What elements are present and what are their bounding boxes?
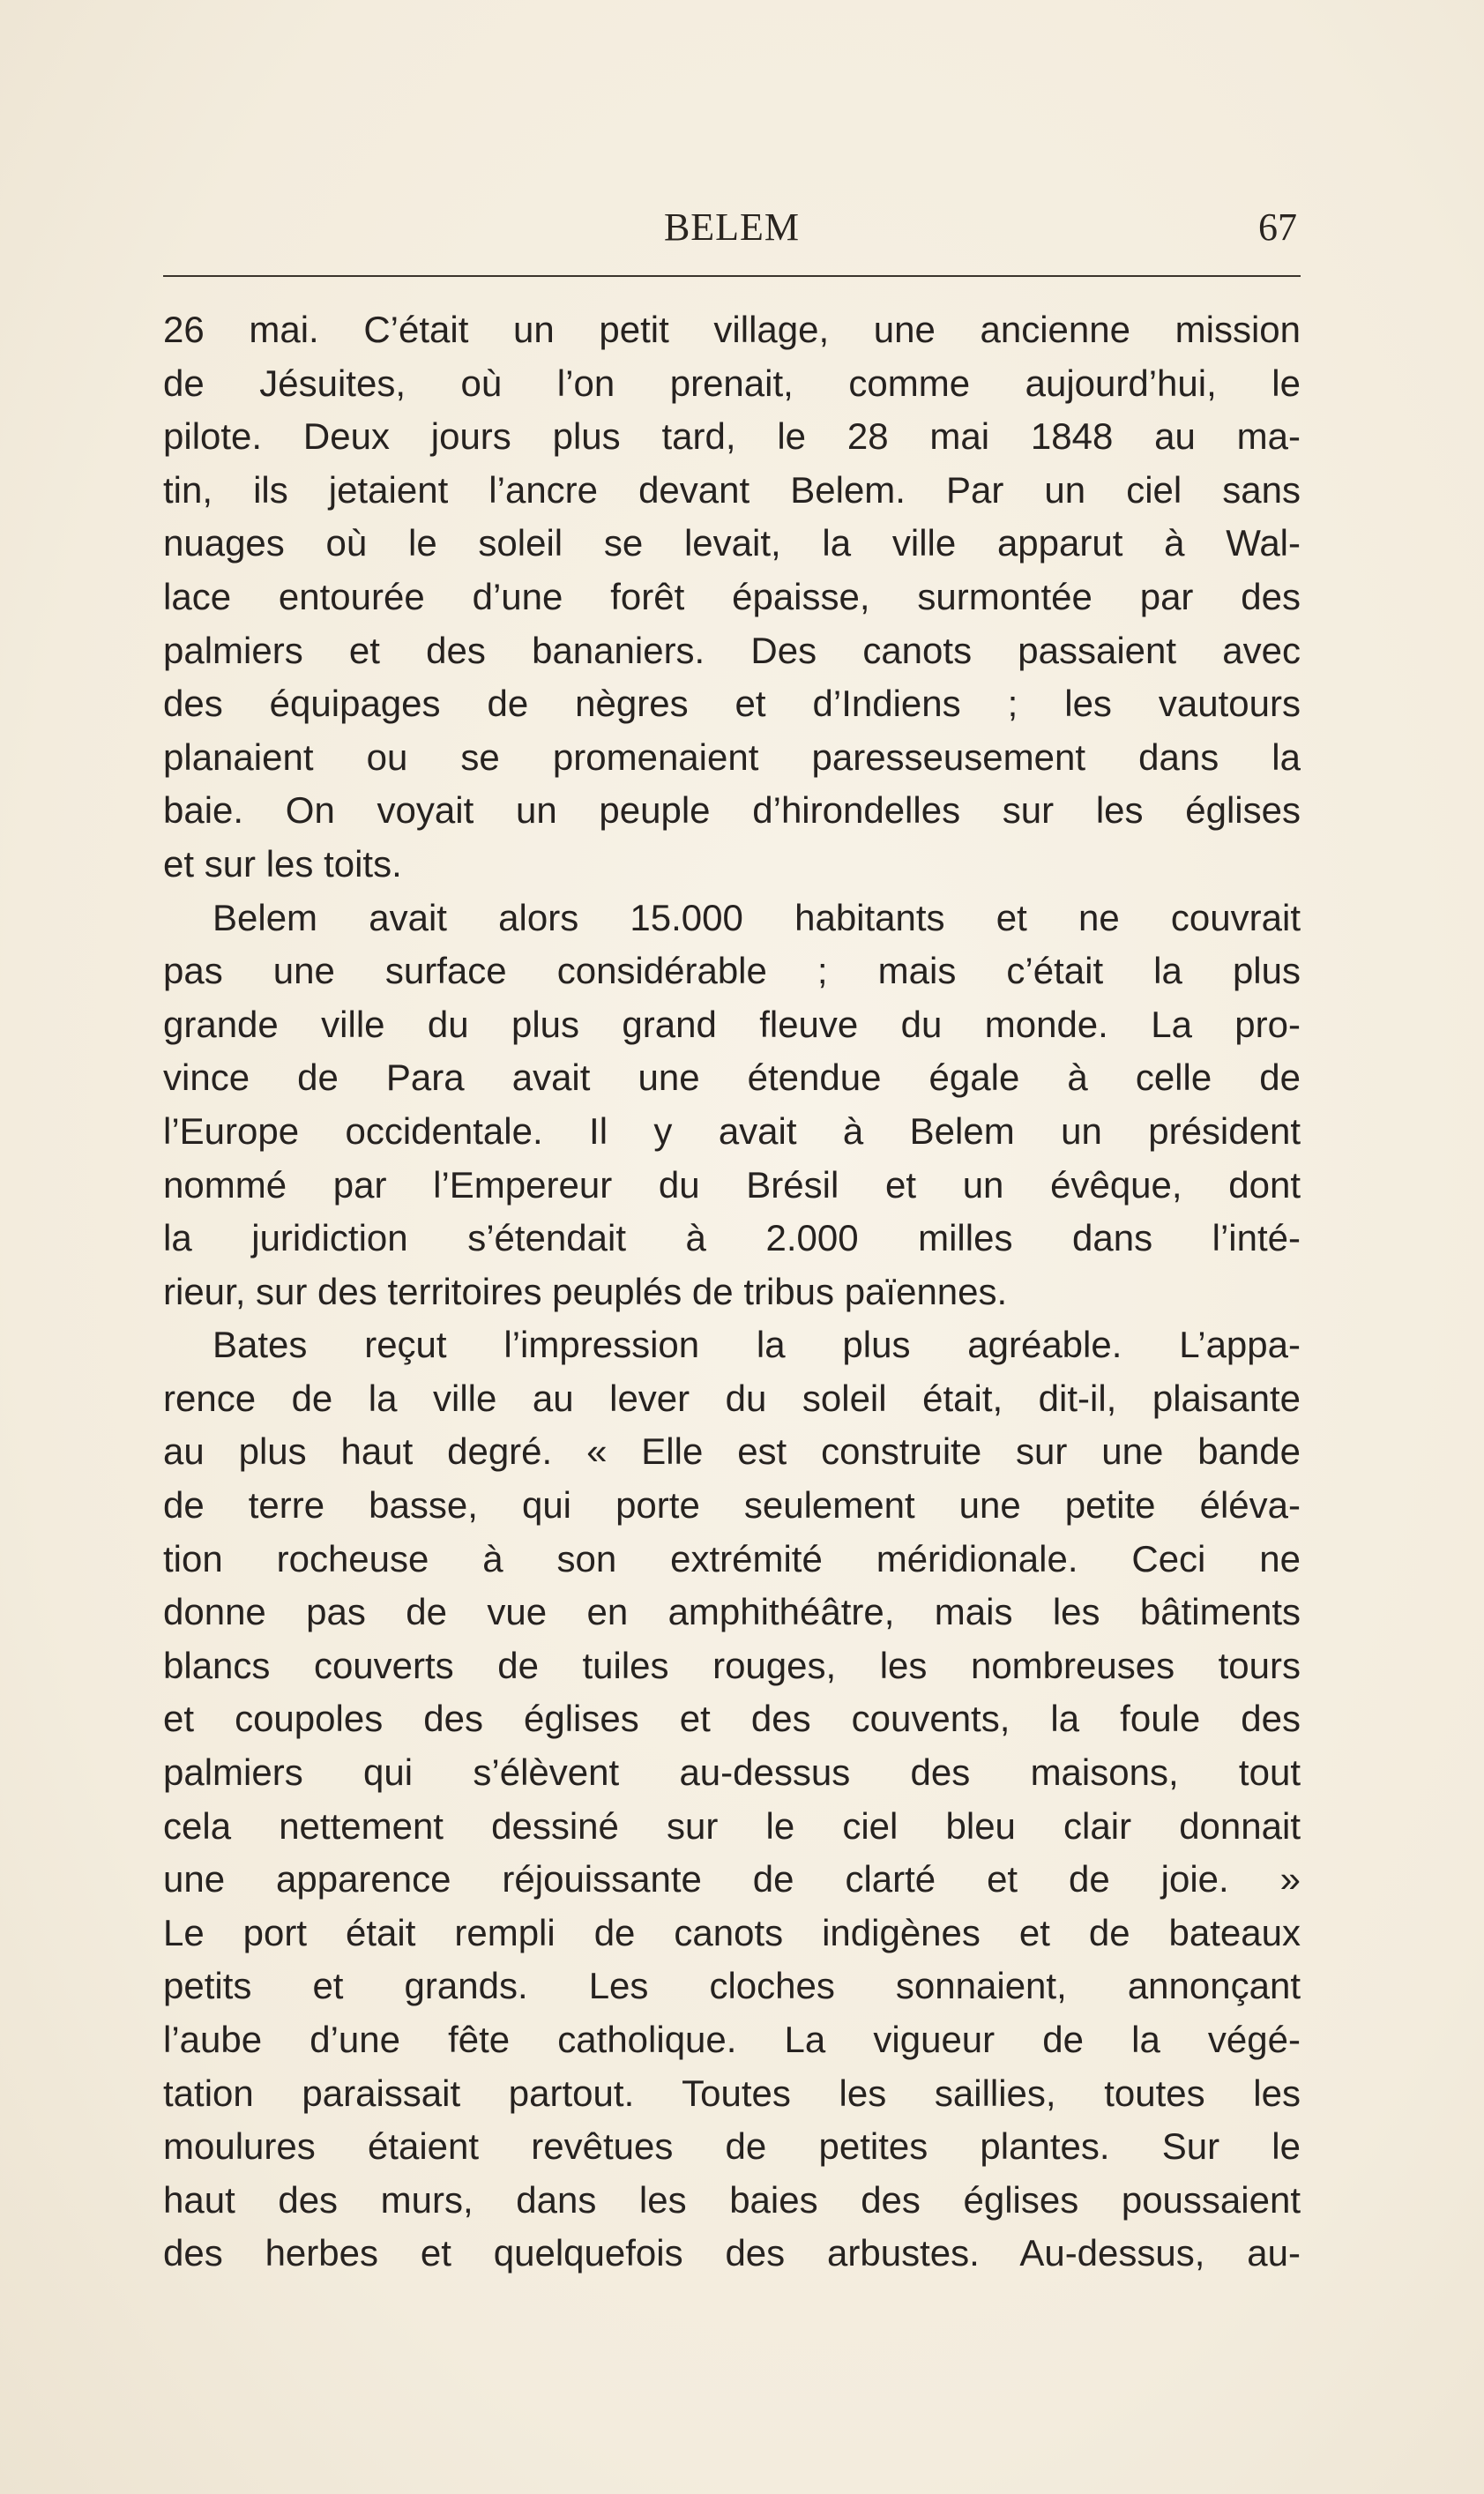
text-line: cela nettement dessiné sur le ciel bleu clair donnait bbox=[163, 1804, 1301, 1847]
text-line: haut des murs, dans les baies des églises poussaient bbox=[163, 2178, 1301, 2221]
text-line: nuages où le soleil se levait, la ville apparut à Wal- bbox=[163, 522, 1301, 564]
text-line: Belem avait alors 15.000 habitants et ne couvrait bbox=[213, 896, 1301, 938]
text-line: de Jésuites, où l’on prenait, comme aujourd’hui, le bbox=[163, 362, 1301, 404]
text-line: et coupoles des églises et des couvents, la foule des bbox=[163, 1698, 1301, 1740]
text-line: tation paraissait partout. Toutes les saillies, toutes les bbox=[163, 2072, 1301, 2114]
text-line: pilote. Deux jours plus tard, le 28 mai 1848 au ma- bbox=[163, 415, 1301, 458]
text-line: l’Europe occidentale. Il y avait à Belem un président bbox=[163, 1109, 1301, 1152]
page-header bbox=[163, 201, 1301, 261]
text-line: baie. On voyait un peuple d’hirondelles sur les églises bbox=[163, 789, 1301, 832]
page-number: 67 bbox=[1258, 205, 1297, 249]
text-line: grande ville du plus grand fleuve du monde. La pro- bbox=[163, 1003, 1301, 1045]
text-line: blancs couverts de tuiles rouges, les nombreuses tours bbox=[163, 1644, 1301, 1686]
text-line: moulures étaient revêtues de petites plantes. Sur le bbox=[163, 2125, 1301, 2168]
text-line: lace entourée d’une forêt épaisse, surmontée par des bbox=[163, 575, 1301, 617]
text-line: rieur, sur des territoires peuplés de tribus païennes. bbox=[163, 1270, 1008, 1312]
text-line: nommé par l’Empereur du Brésil et un évêque, dont bbox=[163, 1163, 1301, 1206]
header-rule bbox=[163, 275, 1301, 277]
text-line: l’aube d’une fête catholique. La vigueur de la végé- bbox=[163, 2019, 1301, 2060]
text-line: de terre basse, qui porte seulement une petite éléva- bbox=[163, 1484, 1301, 1527]
text-line: vince de Para avait une étendue égale à celle de bbox=[163, 1057, 1301, 1099]
text-line: planaient ou se promenaient paresseusement dans la bbox=[163, 736, 1301, 778]
text-line: la juridiction s’étendait à 2.000 milles dans l’inté- bbox=[163, 1217, 1301, 1259]
text-line: une apparence réjouissante de clarté et de joie. » bbox=[163, 1858, 1301, 1900]
text-line: Bates reçut l’impression la plus agréable. L’appa- bbox=[213, 1324, 1301, 1366]
text-line: donne pas de vue en amphithéâtre, mais les bâtiments bbox=[163, 1591, 1301, 1633]
text-line: et sur les toits. bbox=[163, 842, 402, 885]
text-line: petits et grands. Les cloches sonnaient, annonçant bbox=[163, 1965, 1301, 2007]
body-text bbox=[163, 303, 1301, 2281]
text-line: pas une surface considérable ; mais c’était la plus bbox=[163, 950, 1301, 992]
text-line: des herbes et quelquefois des arbustes. Au-dessus, au- bbox=[163, 2232, 1301, 2274]
text-line: palmiers qui s’élèvent au-dessus des maisons, tout bbox=[163, 1751, 1301, 1794]
text-line: au plus haut degré. « Elle est construite sur une bande bbox=[163, 1430, 1301, 1473]
text-line: rence de la ville au lever du soleil était, dit-il, plaisante bbox=[163, 1377, 1301, 1419]
text-line: Le port était rempli de canots indigènes et de bateaux bbox=[163, 1911, 1301, 1953]
text-line: tion rocheuse à son extrémité méridionale. Ceci ne bbox=[163, 1537, 1301, 1579]
text-line: palmiers et des bananiers. Des canots passaient avec bbox=[163, 629, 1301, 671]
text-line: tin, ils jetaient l’ancre devant Belem. Par un ciel sans bbox=[163, 468, 1301, 511]
running-title: BELEM bbox=[663, 205, 801, 249]
text-line: 26 mai. C’était un petit village, une ancienne mission bbox=[163, 309, 1301, 350]
text-line: des équipages de nègres et d’Indiens ; les vautours bbox=[163, 683, 1301, 725]
